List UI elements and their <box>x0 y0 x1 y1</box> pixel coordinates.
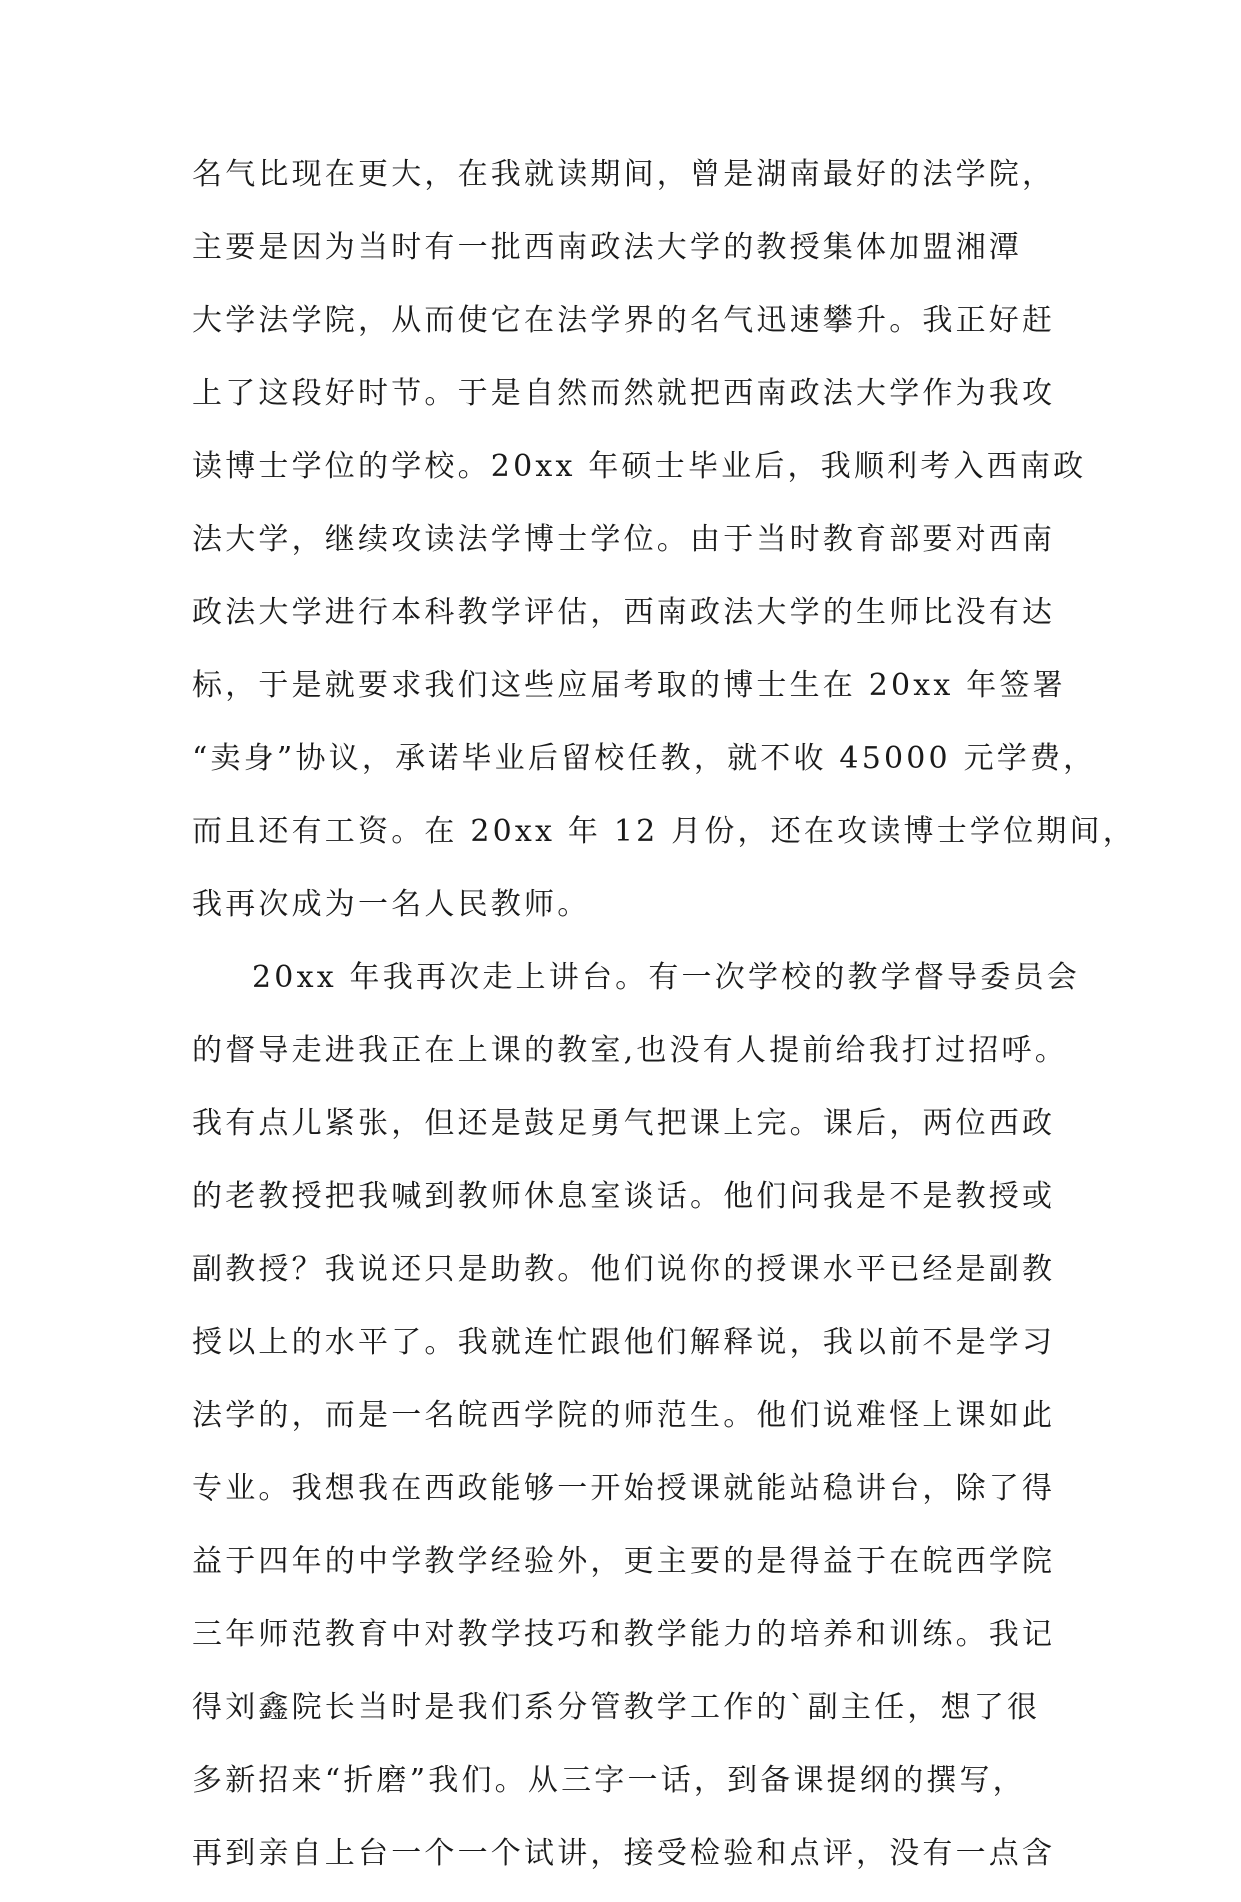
text-line: 再到亲自上台一个一个试讲，接受检验和点评，没有一点含 <box>192 1836 1056 1871</box>
document-body <box>192 150 1136 1902</box>
text-line: “卖身”协议，承诺毕业后留校任教，就不收 45000 元学费， <box>192 741 1097 776</box>
text-line: 我有点儿紧张，但还是鼓足勇气把课上完。课后，两位西政 <box>192 1106 1056 1141</box>
text-line: 的督导走进我正在上课的教室,也没有人提前给我打过招呼。 <box>192 1033 1068 1068</box>
text-line: 而且还有工资。在 20xx 年 12 月份，还在攻读博士学位期间， <box>192 814 1136 849</box>
text-line: 副教授？我说还只是助教。他们说你的授课水平已经是副教 <box>192 1252 1056 1287</box>
text-line: 得刘鑫院长当时是我们系分管教学工作的`副主任，想了很 <box>192 1690 1041 1725</box>
paragraph-2 <box>192 953 1080 1902</box>
paragraph-1 <box>192 150 1136 953</box>
text-line: 名气比现在更大，在我就读期间，曾是湖南最好的法学院， <box>192 157 1056 192</box>
text-line: 三年师范教育中对教学技巧和教学能力的培养和训练。我记 <box>192 1617 1056 1652</box>
text-line: 大学法学院，从而使它在法学界的名气迅速攀升。我正好赶 <box>192 303 1056 338</box>
text-line: 法大学，继续攻读法学博士学位。由于当时教育部要对西南 <box>192 522 1056 557</box>
text-line: 法学的，而是一名皖西学院的师范生。他们说难怪上课如此 <box>192 1398 1056 1433</box>
text-line: 标，于是就要求我们这些应届考取的博士生在 20xx 年签署 <box>192 668 1066 703</box>
text-line: 我再次成为一名人民教师。 <box>192 887 591 922</box>
text-line: 益于四年的中学教学经验外，更主要的是得益于在皖西学院 <box>192 1544 1056 1579</box>
text-line: 专业。我想我在西政能够一开始授课就能站稳讲台，除了得 <box>192 1471 1056 1506</box>
text-line: 上了这段好时节。于是自然而然就把西南政法大学作为我攻 <box>192 376 1056 411</box>
text-line: 授以上的水平了。我就连忙跟他们解释说，我以前不是学习 <box>192 1325 1056 1360</box>
text-line: 多新招来“折磨”我们。从三字一话，到备课提纲的撰写， <box>192 1763 1026 1798</box>
text-line: 20xx 年我再次走上讲台。有一次学校的教学督导委员会 <box>252 960 1080 995</box>
text-line: 读博士学位的学校。20xx 年硕士毕业后，我顺利考入西南政 <box>192 449 1087 484</box>
text-line: 的老教授把我喊到教师休息室谈话。他们问我是不是教授或 <box>192 1179 1056 1214</box>
text-line: 政法大学进行本科教学评估，西南政法大学的生师比没有达 <box>192 595 1056 630</box>
text-line: 主要是因为当时有一批西南政法大学的教授集体加盟湘潭 <box>192 230 1022 265</box>
